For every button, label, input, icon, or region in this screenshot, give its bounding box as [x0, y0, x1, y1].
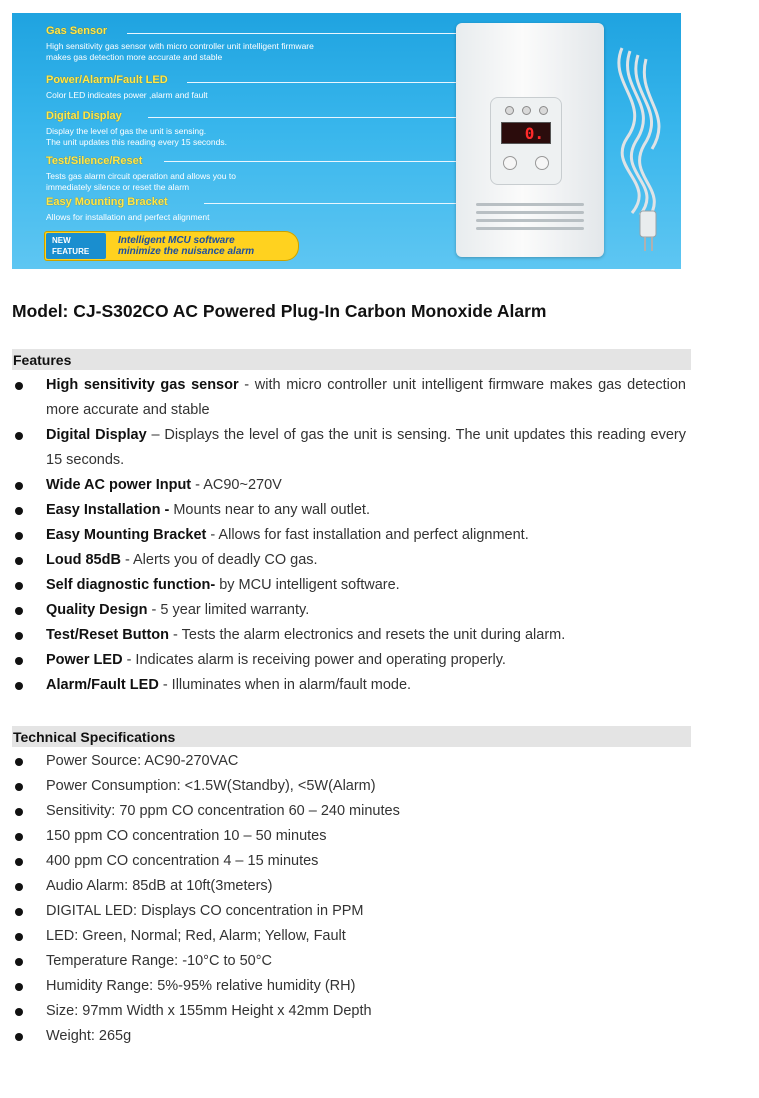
- callout-desc: Color LED indicates power ,alarm and fault: [46, 90, 208, 100]
- callout-desc: immediately silence or reset the alarm: [46, 182, 190, 192]
- bullet-icon: [15, 582, 23, 590]
- bullet-icon: [15, 507, 23, 515]
- callout-desc: Display the level of gas the unit is sensing.: [46, 126, 207, 136]
- list-item: [12, 824, 686, 849]
- feature-desc: by MCU intelligent software.: [215, 577, 400, 593]
- vent-slot: [476, 211, 584, 214]
- list-item: [12, 623, 686, 648]
- device-control-panel: [490, 97, 562, 185]
- feature-desc: Mounts near to any wall outlet.: [169, 502, 370, 518]
- specs-heading: Technical Specifications: [12, 726, 691, 747]
- power-led-icon: [505, 106, 514, 115]
- new-feature-badge: [46, 233, 106, 259]
- spec-text: 150 ppm CO concentration 10 – 50 minutes: [46, 828, 327, 844]
- list-item: [12, 774, 686, 799]
- bullet-icon: [15, 883, 23, 891]
- bullet-icon: [15, 758, 23, 766]
- bullet-icon: [15, 808, 23, 816]
- bullet-icon: [15, 657, 23, 665]
- list-item: [12, 573, 686, 598]
- vent-slot: [476, 219, 584, 222]
- product-banner: [12, 13, 681, 269]
- digital-display: 0.: [501, 122, 551, 144]
- feature-desc: - 5 year limited warranty.: [147, 602, 310, 618]
- list-item: [12, 498, 686, 523]
- list-item: [12, 749, 686, 774]
- feature-desc: - Tests the alarm electronics and resets the unit during alarm.: [169, 627, 566, 643]
- list-item: [12, 949, 686, 974]
- spec-text: 400 ppm CO concentration 4 – 15 minutes: [46, 853, 319, 869]
- bullet-icon: [15, 783, 23, 791]
- list-item: [12, 799, 686, 824]
- bullet-icon: [15, 833, 23, 841]
- bullet-icon: [15, 1033, 23, 1041]
- feature-name: High sensitivity gas sensor: [46, 377, 239, 393]
- leader-line: [148, 117, 498, 118]
- spec-text: Size: 97mm Width x 155mm Height x 42mm Depth: [46, 1003, 372, 1019]
- bullet-icon: [15, 607, 23, 615]
- callout-title-gas-sensor: Gas Sensor: [46, 25, 108, 37]
- bullet-icon: [15, 858, 23, 866]
- feature-name: Quality Design: [46, 602, 148, 618]
- co-alarm-device-image: [456, 23, 604, 257]
- badge-line: FEATURE: [52, 247, 90, 256]
- list-item: [12, 373, 686, 423]
- bullet-icon: [15, 908, 23, 916]
- bullet-icon: [15, 682, 23, 690]
- list-item: [12, 548, 686, 573]
- spec-text: Humidity Range: 5%-95% relative humidity (RH): [46, 978, 356, 994]
- page-title: Model: CJ-S302CO AC Powered Plug-In Carbon Monoxide Alarm: [12, 301, 547, 321]
- bullet-icon: [15, 532, 23, 540]
- feature-desc: - Indicates alarm is receiving power and operating properly.: [122, 652, 506, 668]
- spec-text: Weight: 265g: [46, 1028, 132, 1044]
- feature-desc: - with micro controller unit intelligent firmware makes gas detection more accurate and stable: [46, 377, 686, 418]
- list-item: [12, 924, 686, 949]
- bullet-icon: [15, 933, 23, 941]
- list-item: [12, 673, 686, 698]
- callout-title-test: Test/Silence/Reset: [46, 155, 143, 167]
- bullet-icon: [15, 557, 23, 565]
- features-list: [12, 373, 686, 698]
- new-feature-text: [118, 235, 254, 257]
- list-item: [12, 598, 686, 623]
- feature-name: Self diagnostic function-: [46, 577, 216, 593]
- feature-name: Power LED: [46, 652, 123, 668]
- bullet-icon: [15, 1008, 23, 1016]
- spec-text: DIGITAL LED: Displays CO concentration in PPM: [46, 903, 364, 919]
- new-feature-callout: [44, 231, 299, 261]
- alarm-led-icon: [522, 106, 531, 115]
- list-item: [12, 473, 686, 498]
- feature-name: Wide AC power Input: [46, 477, 192, 493]
- test-button-icon: [503, 156, 517, 170]
- list-item: [12, 874, 686, 899]
- features-heading: Features: [12, 349, 691, 370]
- spec-text: Power Consumption: <1.5W(Standby), <5W(Alarm): [46, 778, 376, 794]
- spec-text: Audio Alarm: 85dB at 10ft(3meters): [46, 878, 273, 894]
- feature-desc: - Allows for fast installation and perfect alignment.: [206, 527, 529, 543]
- list-item: [12, 523, 686, 548]
- specs-list: [12, 749, 686, 1049]
- feature-desc: - AC90~270V: [191, 477, 282, 493]
- callout-desc: Allows for installation and perfect alignment: [46, 212, 210, 222]
- callout-title-led: Power/Alarm/Fault LED: [46, 74, 168, 86]
- banner-callouts: [46, 25, 376, 245]
- list-item: [12, 974, 686, 999]
- feature-desc: – Displays the level of gas the unit is sensing. The unit updates this reading every 15 seconds.: [46, 427, 687, 468]
- bullet-icon: [15, 382, 23, 390]
- power-cord-icon: [612, 43, 678, 263]
- callout-title-bracket: Easy Mounting Bracket: [46, 196, 168, 208]
- feature-name: Loud 85dB: [46, 552, 121, 568]
- list-item: [12, 999, 686, 1024]
- feature-name: Easy Installation -: [46, 502, 170, 518]
- feature-name: Digital Display: [46, 427, 147, 443]
- spec-text: LED: Green, Normal; Red, Alarm; Yellow, Fault: [46, 928, 346, 944]
- spec-text: Temperature Range: -10°C to 50°C: [46, 953, 272, 969]
- bullet-icon: [15, 432, 23, 440]
- feature-name: Easy Mounting Bracket: [46, 527, 207, 543]
- list-item: [12, 849, 686, 874]
- feature-desc: - Illuminates when in alarm/fault mode.: [158, 677, 412, 693]
- new-feature-line: minimize the nuisance alarm: [118, 246, 255, 257]
- bullet-icon: [15, 482, 23, 490]
- callout-desc: The unit updates this reading every 15 seconds.: [46, 137, 227, 147]
- list-item: [12, 648, 686, 673]
- feature-name: Test/Reset Button: [46, 627, 169, 643]
- feature-desc: - Alerts you of deadly CO gas.: [120, 552, 318, 568]
- callout-desc: Tests gas alarm circuit operation and allows you to: [46, 171, 236, 181]
- silence-button-icon: [535, 156, 549, 170]
- bullet-icon: [15, 958, 23, 966]
- bullet-icon: [15, 632, 23, 640]
- spec-text: Power Source: AC90-270VAC: [46, 753, 239, 769]
- callout-desc: High sensitivity gas sensor with micro controller unit intelligent firmware: [46, 41, 314, 51]
- callout-desc: makes gas detection more accurate and stable: [46, 52, 223, 62]
- list-item: [12, 1024, 686, 1049]
- new-feature-line: Intelligent MCU software: [118, 235, 235, 246]
- bullet-icon: [15, 983, 23, 991]
- feature-name: Alarm/Fault LED: [46, 677, 159, 693]
- list-item: [12, 423, 686, 473]
- vent-slot: [476, 203, 584, 206]
- badge-line: NEW: [52, 236, 71, 245]
- list-item: [12, 899, 686, 924]
- fault-led-icon: [539, 106, 548, 115]
- spec-text: Sensitivity: 70 ppm CO concentration 60 – 240 minutes: [46, 803, 400, 819]
- vent-slot: [476, 227, 584, 230]
- callout-title-display: Digital Display: [46, 110, 122, 122]
